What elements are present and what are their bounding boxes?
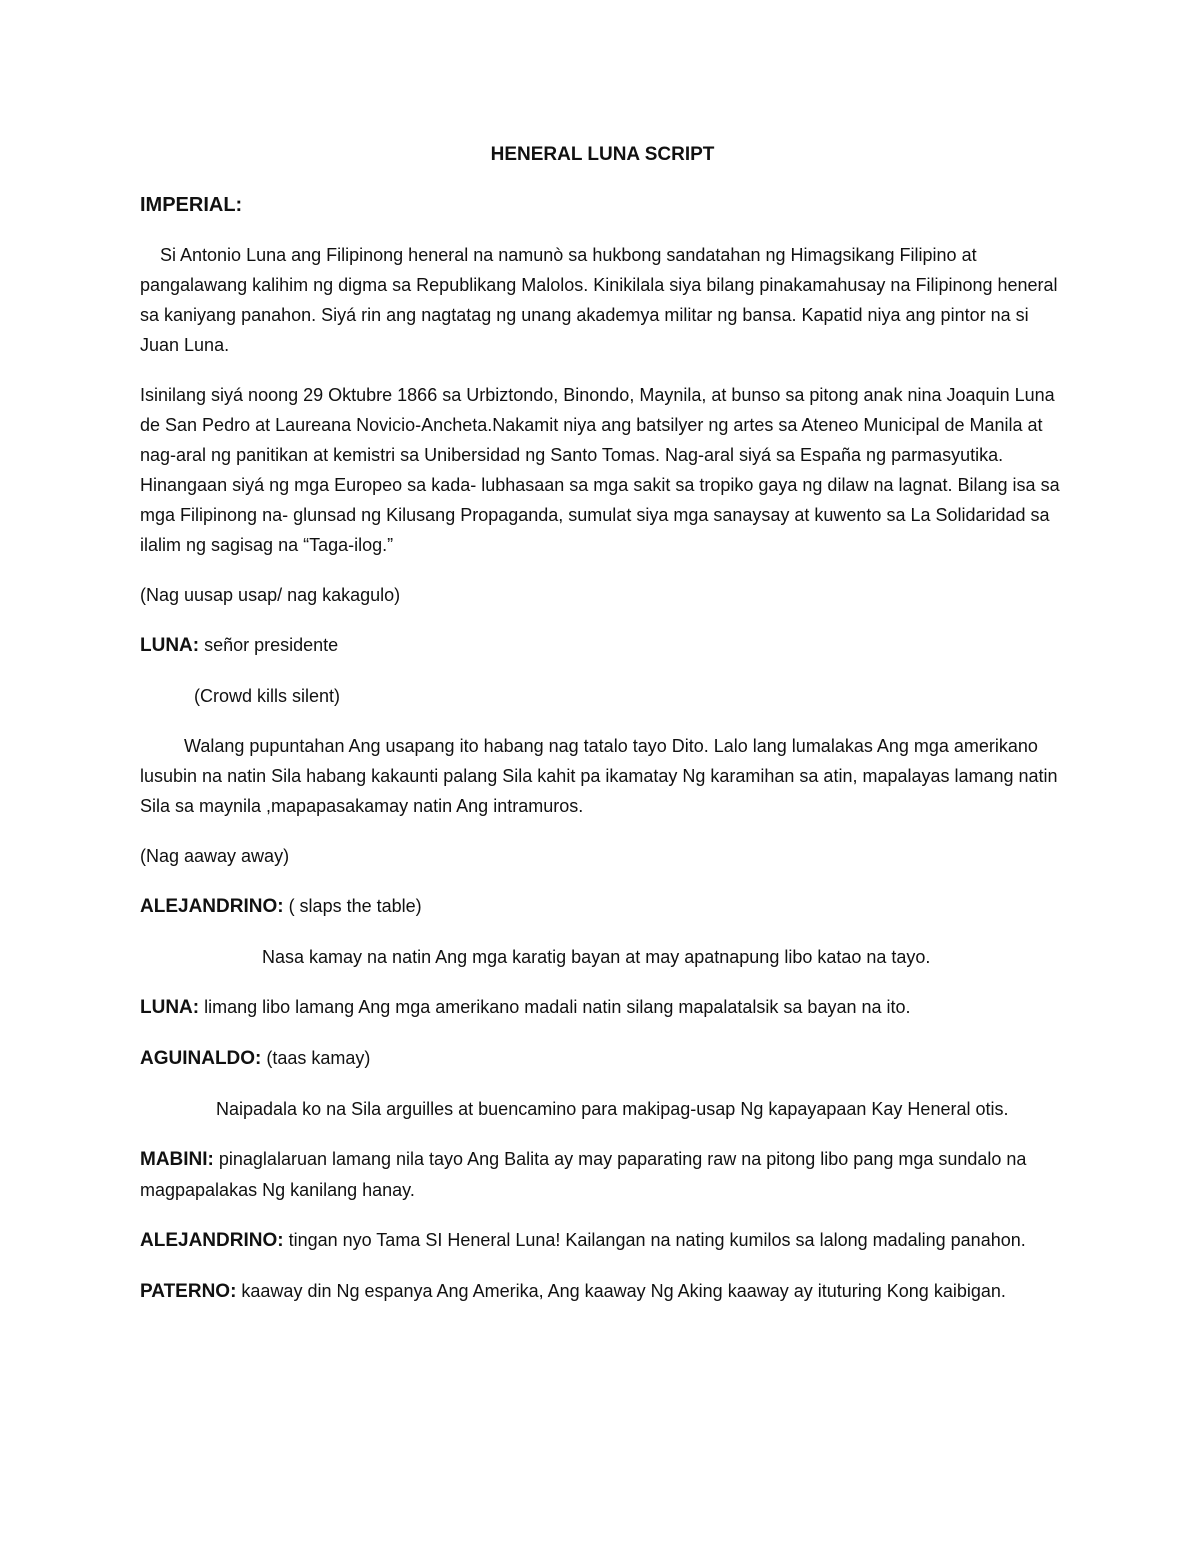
dialogue-luna-2	[140, 992, 1065, 1023]
alejandrino-speech: Nasa kamay na natin Ang mga karatig bayan at may apatnapung libo katao na tayo.	[262, 947, 931, 967]
dialogue-mabini	[140, 1144, 1065, 1205]
speaker-label: PATERNO:	[140, 1281, 237, 1302]
speaker-label: AGUINALDO:	[140, 1048, 262, 1069]
dialogue-text: limang libo lamang Ang mga amerikano madali natin silang mapalatalsik sa bayan na ito.	[199, 997, 911, 1017]
dialogue-text: ( slaps the table)	[283, 896, 422, 916]
dialogue-text: kaaway din Ng espanya Ang Amerika, Ang kaaway Ng Aking kaaway ay ituturing Kong kaibigan.	[236, 1281, 1006, 1301]
speaker-label: MABINI:	[140, 1149, 214, 1170]
speaker-label: LUNA:	[140, 997, 200, 1018]
dialogue-text: tingan nyo Tama SI Heneral Luna! Kailangan na nating kumilos sa lalong madaling panahon.	[283, 1230, 1026, 1250]
dialogue-alejandrino-2	[140, 1225, 1065, 1256]
stage-direction-3: (Nag aaway away)	[140, 846, 290, 866]
dialogue-paterno	[140, 1276, 1065, 1307]
stage-direction-1: (Nag uusap usap/ nag kakagulo)	[140, 585, 401, 605]
document-body	[140, 140, 1065, 1327]
dialogue-text: (taas kamay)	[261, 1048, 371, 1068]
speaker-label: ALEJANDRINO:	[140, 896, 284, 917]
document-title: HENERAL LUNA SCRIPT	[490, 144, 715, 165]
dialogue-alejandrino-1	[140, 891, 1065, 922]
aguinaldo-speech: Naipadala ko na Sila arguilles at buencamino para makipag-usap Ng kapayapaan Kay Heneral otis.	[216, 1099, 1009, 1119]
section-heading: IMPERIAL:	[140, 194, 243, 216]
luna-speech: Walang pupuntahan Ang usapang ito habang nag tatalo tayo Dito. Lalo lang lumalakas Ang mga amerikano lusubin na natin Sila habang kakaunti palang Sila kahit pa ikamatay Ng karamihan sa atin, mapalayas lamang natin Sila sa maynila ,mapapasakamay natin Ang intramuros.	[140, 736, 1058, 816]
speaker-label: LUNA:	[140, 635, 200, 656]
speaker-label: ALEJANDRINO:	[140, 1230, 284, 1251]
dialogue-text: señor presidente	[199, 635, 339, 655]
dialogue-luna-1	[140, 630, 1065, 661]
intro-paragraph-2: Isinilang siyá noong 29 Oktubre 1866 sa Urbiztondo, Binondo, Maynila, at bunso sa pitong anak nina Joaquin Luna de San Pedro at Laureana Novicio-Ancheta.Nakamit niya ang batsilyer ng artes sa Ateneo Municipal de Manila at nag-aral ng panitikan at kemistri sa Unibersidad ng Santo Tomas. Nag-aral siyá sa España ng parmasyutika. Hinangaan siyá ng mga Europeo sa kada- lubhasaan sa mga sakit sa tropiko gaya ng dilaw na lagnat. Bilang isa sa mga Filipinong na- glunsad ng Kilusang Propaganda, sumulat siya mga sanaysay at kuwento sa La Solidaridad sa ilalim ng sagisag na “Taga-ilog.”	[140, 385, 1060, 555]
intro-paragraph-1: Si Antonio Luna ang Filipinong heneral na namunò sa hukbong sandatahan ng Himagsikang Filipino at pangalawang kalihim ng digma sa Republikang Malolos. Kinikilala siya bilang pinakamahusay na Filipinong heneral sa kaniyang panahon. Siyá rin ang nagtatag ng unang akademya militar ng bansa. Kapatid niya ang pintor na si Juan Luna.	[140, 245, 1058, 355]
stage-direction-2: (Crowd kills silent)	[194, 686, 341, 706]
dialogue-text: pinaglalaruan lamang nila tayo Ang Balita ay may paparating raw na pitong libo pang mga sundalo na magpapalakas Ng kanilang hanay.	[140, 1149, 1027, 1200]
dialogue-aguinaldo	[140, 1043, 1065, 1074]
